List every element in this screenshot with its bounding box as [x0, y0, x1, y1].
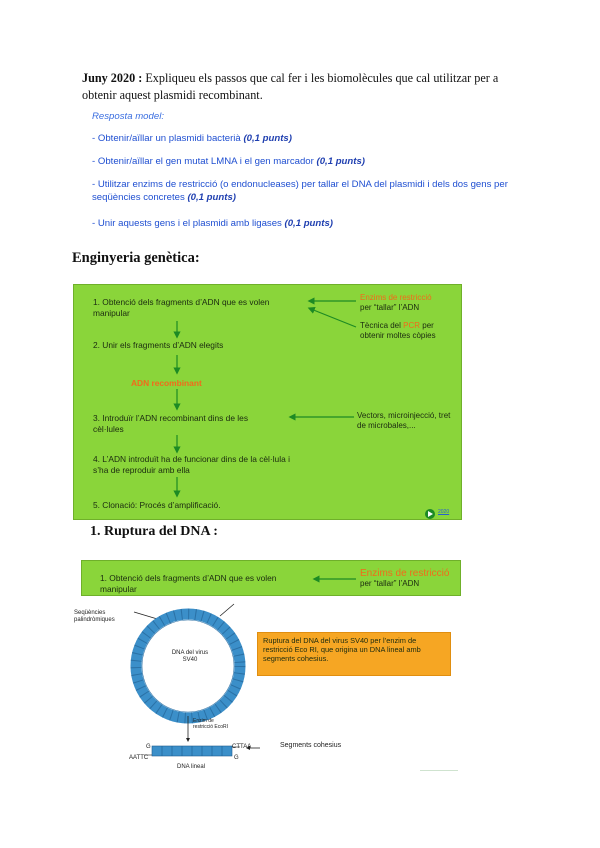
- step-2: 2. Unir els fragments d’ADN elegits: [93, 340, 224, 350]
- step-5: 5. Clonació: Procés d’amplificació.: [93, 500, 221, 510]
- step-1: 1. Obtenció dels fragments d’ADN que es volen manipular: [93, 297, 270, 318]
- arrow-left-icon: [311, 309, 356, 327]
- note-enzymes: Enzims de restricció per “tallar” l’ADN: [360, 293, 432, 312]
- rupture-note: Ruptura del DNA del virus SV40 per l’enzim de restricció Eco RI, que origina un DNA lineal amb segments cohesius.: [263, 636, 421, 663]
- step-1: 1. Obtenció dels fragments d’ADN que es volen manipular: [100, 573, 277, 594]
- linear-label: DNA lineal: [177, 764, 206, 770]
- answer-item: - Unir aquests gens i el plasmidi amb ligases (0,1 punts): [92, 218, 334, 229]
- answer-item: - Obtenir/aïllar el gen mutat LMNA i el gen marcador (0,1 punts): [92, 156, 366, 167]
- corner-link[interactable]: 2020: [438, 509, 450, 515]
- palindromic-label: Seqüències palindròmiques: [74, 610, 115, 623]
- note-pcr: Tècnica del PCR per obtenir moltes còpies: [360, 321, 436, 340]
- left-g: G: [146, 744, 151, 750]
- genetic-engineering-diagram: [73, 284, 462, 520]
- recombinant-label: ADN recombinant: [131, 378, 202, 388]
- question-text: Expliqueu els passos que cal fer i les biomolècules que cal utilitzar per a obtenir aquest plasmidi recombinant.: [82, 71, 499, 102]
- question-date: Juny 2020 :: [82, 71, 143, 85]
- diagram-arrows: [74, 285, 461, 519]
- enzyme-label: Enzim de restricció EcoRI: [193, 718, 229, 730]
- rupture-note-box: [257, 632, 451, 676]
- answer-item: - Obtenir/aïllar un plasmidi bacterià (0,1 punts): [92, 133, 292, 144]
- circular-dna-figure: [130, 600, 270, 730]
- answer-title: Resposta model:: [92, 111, 164, 122]
- left-sequence: AATTC: [129, 755, 149, 761]
- step-4: 4. L’ADN introduït ha de funcionar dins de la cèl·lula i s’ha de reproduir amb ella: [93, 454, 290, 475]
- linear-dna-figure: [140, 712, 300, 772]
- section-heading-enginyeria: Enginyeria genètica:: [72, 250, 200, 266]
- cohesive-label: Segments cohesius: [280, 742, 342, 749]
- right-sequence: CTTAA: [232, 744, 252, 750]
- circle-label: DNA del virus SV40: [171, 650, 209, 663]
- note-vectors: Vectors, microinjecció, tret de microbales,...: [357, 411, 451, 430]
- question-paragraph: [82, 70, 522, 104]
- answer-item: - Utilitzar enzims de restricció (o endonucleases) per tallar el DNA del plasmidi i dels dos gens per seqüències concretes (0,1 punts): [92, 179, 508, 203]
- step-3: 3. Introduïr l’ADN recombinant dins de les cèl·lules: [93, 413, 249, 434]
- enzyme-step-box: [81, 560, 461, 596]
- divider: [420, 770, 458, 771]
- right-g: G: [234, 755, 239, 761]
- section-heading-ruptura: 1. Ruptura del DNA :: [90, 524, 218, 539]
- note-enzymes: Enzims de restricció per “tallar” l’ADN: [360, 568, 450, 588]
